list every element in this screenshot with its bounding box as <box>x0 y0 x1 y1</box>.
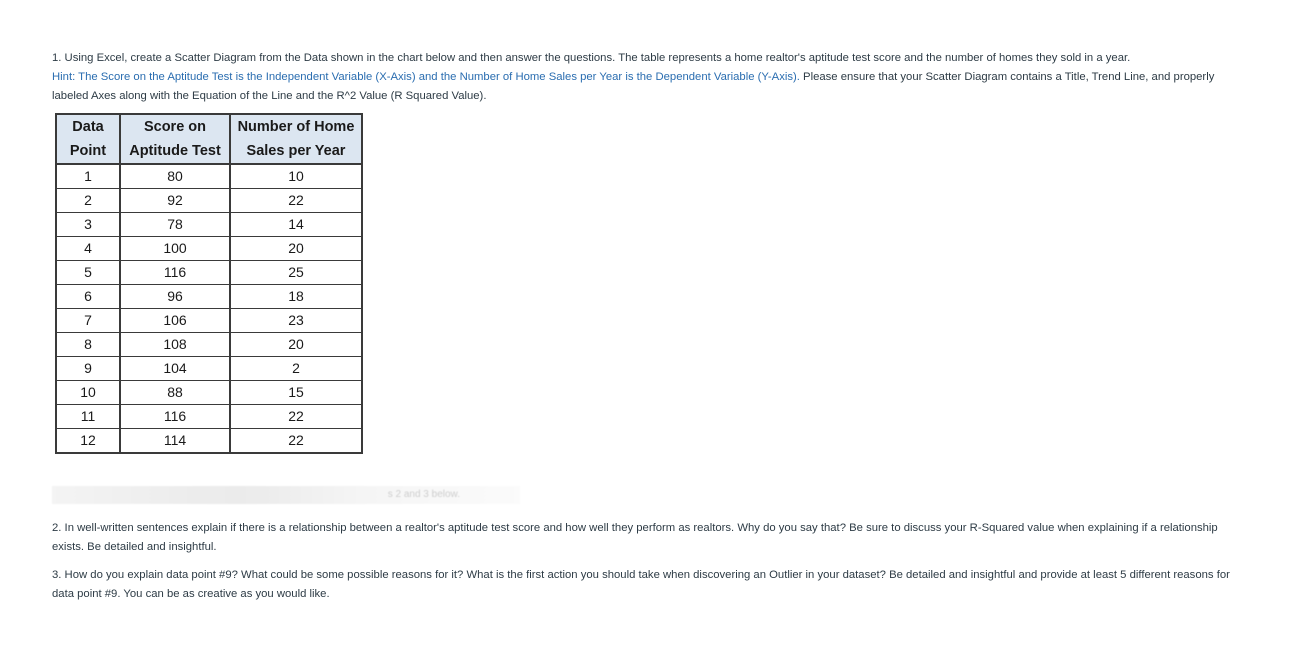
cell-data-point: 8 <box>56 333 120 357</box>
cell-aptitude-score: 80 <box>120 164 230 189</box>
table-row <box>56 285 362 309</box>
table-row <box>56 261 362 285</box>
table-row <box>56 237 362 261</box>
table-row <box>56 164 362 189</box>
cell-data-point: 1 <box>56 164 120 189</box>
cell-home-sales: 14 <box>230 213 362 237</box>
cell-home-sales: 18 <box>230 285 362 309</box>
faded-strip <box>52 486 520 504</box>
cell-data-point: 10 <box>56 381 120 405</box>
cell-aptitude-score: 104 <box>120 357 230 381</box>
cell-aptitude-score: 78 <box>120 213 230 237</box>
table-row <box>56 381 362 405</box>
cell-home-sales: 10 <box>230 164 362 189</box>
faded-strip-text: s 2 and 3 below. <box>387 489 460 500</box>
cell-aptitude-score: 116 <box>120 261 230 285</box>
table-row <box>56 213 362 237</box>
table-row <box>56 357 362 381</box>
cell-data-point: 2 <box>56 189 120 213</box>
cell-aptitude-score: 108 <box>120 333 230 357</box>
cell-data-point: 4 <box>56 237 120 261</box>
cell-aptitude-score: 106 <box>120 309 230 333</box>
cell-data-point: 12 <box>56 429 120 454</box>
cell-home-sales: 22 <box>230 429 362 454</box>
cell-data-point: 9 <box>56 357 120 381</box>
cell-home-sales: 20 <box>230 237 362 261</box>
question-3: 3. How do you explain data point #9? What could be some possible reasons for it? What is the first action you should take when discovering an Outlier in your dataset? Be detailed and insightful and provide at least 5 different reasons for data point #9. You can be as creative as you would like. <box>52 569 1230 600</box>
table-body <box>56 164 362 453</box>
question-1 <box>52 49 1252 106</box>
table-row <box>56 189 362 213</box>
cell-aptitude-score: 88 <box>120 381 230 405</box>
cell-home-sales: 22 <box>230 189 362 213</box>
cell-data-point: 3 <box>56 213 120 237</box>
header-data-point: Data Point <box>56 114 120 164</box>
table-header-row <box>56 114 362 164</box>
cell-data-point: 11 <box>56 405 120 429</box>
question-1-hint: Hint: The Score on the Aptitude Test is the Independent Variable (X-Axis) and the Number of Home Sales per Year is the Dependent Variable (Y-Axis). <box>52 71 800 83</box>
header-aptitude-score: Score on Aptitude Test <box>120 114 230 164</box>
table-row <box>56 333 362 357</box>
data-table <box>55 113 363 454</box>
cell-home-sales: 20 <box>230 333 362 357</box>
cell-aptitude-score: 116 <box>120 405 230 429</box>
table-row <box>56 405 362 429</box>
question-1-instruction: Please ensure that your Scatter Diagram contains a Title, Trend Line, and properly labeled Axes along with the Equation of the Line and the R^2 Value (R Squared Value). <box>52 71 1215 102</box>
cell-home-sales: 25 <box>230 261 362 285</box>
cell-home-sales: 15 <box>230 381 362 405</box>
cell-aptitude-score: 96 <box>120 285 230 309</box>
cell-home-sales: 22 <box>230 405 362 429</box>
question-2: 2. In well-written sentences explain if there is a relationship between a realtor's aptitude test score and how well they perform as realtors. Why do you say that? Be sure to discuss your R-Squared value when explaining if a relationship exists. Be detailed and insightful. <box>52 522 1218 553</box>
cell-aptitude-score: 114 <box>120 429 230 454</box>
table-row <box>56 309 362 333</box>
cell-aptitude-score: 100 <box>120 237 230 261</box>
cell-home-sales: 2 <box>230 357 362 381</box>
cell-data-point: 6 <box>56 285 120 309</box>
cell-data-point: 7 <box>56 309 120 333</box>
cell-home-sales: 23 <box>230 309 362 333</box>
header-home-sales: Number of Home Sales per Year <box>230 114 362 164</box>
cell-data-point: 5 <box>56 261 120 285</box>
cell-aptitude-score: 92 <box>120 189 230 213</box>
question-1-intro: 1. Using Excel, create a Scatter Diagram from the Data shown in the chart below and then answer the questions. The table represents a home realtor's aptitude test score and the number of homes they sold in a year. <box>52 52 1131 64</box>
table-row <box>56 429 362 454</box>
